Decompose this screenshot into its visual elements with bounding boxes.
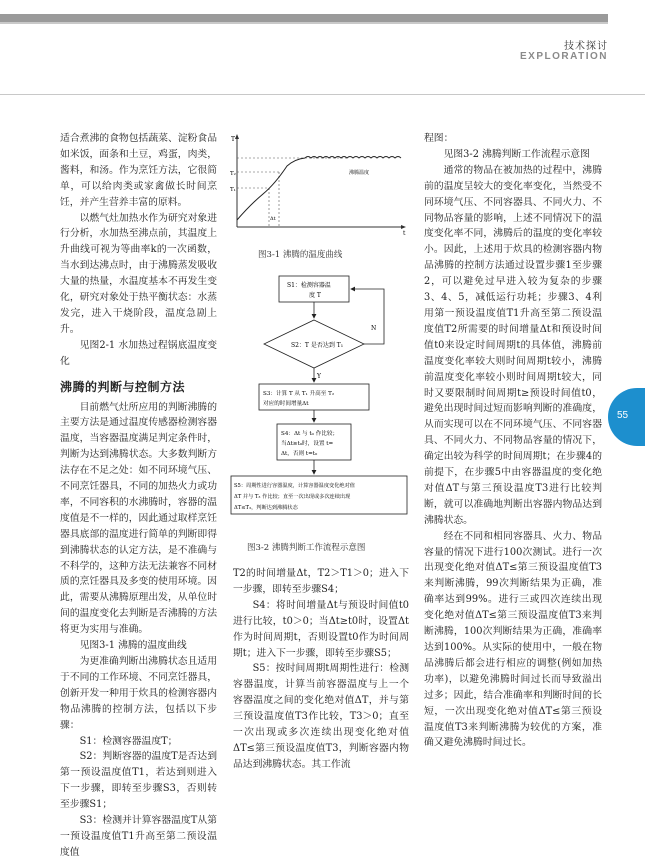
temperature-curve-chart xyxy=(229,132,409,237)
x-axis-label: t xyxy=(403,230,406,237)
step-s5-text-line3: ΔT≤T₃，判断达到沸腾状态 xyxy=(234,505,298,511)
step-item: S3：检测并计算容器温度T从第一预设温度值T1升高至第二预设温度值 xyxy=(60,815,217,858)
paragraph: 以燃气灶加热水作为研究对象进行分析，水加热至沸点前，其温度上升曲线可视为等曲率k的一次函数，当水到达沸点时，由于沸腾蒸发吸收大量的热量，水温度基本不再发生变化，研究对象处于热平衡状态：水蒸发完，进入干烧阶段，温度急剧上升。 xyxy=(60,212,217,335)
step-item: S5：按时间周期t周期性进行：检测容器温度，计算当前容器温度与上一个容器温度之间的变化绝对值ΔT，并与第三预设温度值T3作比较，T3＞0；直至一次出现或多次连续出现变化绝对值ΔT≤第三预设温度值T3，判断容器内物品达到沸腾状态。其工作流 xyxy=(233,663,409,770)
header-bar xyxy=(0,14,608,22)
paragraph: 经在不同和相同容器具、火力、物品容量的情况下进行100次测试。进行一次出现变化绝对值ΔT≤第三预设温度值T3来判断沸腾，99次判断结果为正确，准确率达到99%。进行三或四次连续出现变化绝对值ΔT≤第三预设温度值T3来判断沸腾，100次判断结果为正确，准确率达到100%。从实际的使用中，一般在物品沸腾后都会进行相应的调整(例如加热功率)，以避免沸腾时间过长而导致溢出过多；因此，结合准确率和判断时间的长短，一次出现变化绝对值ΔT≤第三预设温度值T3来判断沸腾为较优的方案，准确又避免沸腾时间过长。 xyxy=(424,530,602,749)
figure-3-1 xyxy=(229,132,409,241)
figure-3-2 xyxy=(229,270,411,534)
paragraph: 为更准确判断出沸腾状态且适用于不同的工作环境、不同烹饪器具，创新开发一种用于炊具的检测容器内物品沸腾的控制方法，包括以下步骤： xyxy=(60,656,217,731)
column-middle xyxy=(233,566,409,773)
flowchart xyxy=(229,270,411,530)
section-heading: 沸腾的判断与控制方法 xyxy=(60,379,186,394)
step-s5-text-line1: S5：周期性进行容器温度，计算容器温度变化绝对值 xyxy=(234,483,355,489)
delta-t-label: Δt xyxy=(270,216,276,222)
step-s4-text-line2: 当Δt≥t₀时，设置 t= xyxy=(281,441,334,447)
boiling-curve xyxy=(305,157,401,159)
t2-label: T₂ xyxy=(230,171,236,177)
y-axis-arrow xyxy=(235,134,239,139)
step-item: S2：判断容器的温度T是否达到第一预设温度值T1，若达到则进入下一步骤，即转至步骤S3，否则转至步骤S1； xyxy=(60,751,217,811)
step-s3-text-line2: 对应的时间增量Δt xyxy=(263,401,309,407)
step-s4-text-line1: S4：Δt 与 t₀ 作比较； xyxy=(281,431,339,437)
step-s1-text-line1: S1：检测容器温 xyxy=(287,282,331,289)
no-label: N xyxy=(371,325,377,332)
column-left xyxy=(60,131,217,861)
no-loop-arrow xyxy=(351,289,384,344)
boiling-temp-label: 沸腾温度 xyxy=(349,170,370,176)
step-s3-text-line1: S3：计算 T 从 T₁ 升高至 T₂ xyxy=(263,391,335,397)
section-title-cn: 技术探讨 xyxy=(564,41,608,52)
t1-label: T₁ xyxy=(230,187,236,193)
y-axis-label: T xyxy=(231,136,236,143)
figure-reference: 见图3-2 沸腾判断工作流程示意图 xyxy=(443,148,590,160)
step-s2-text: S2：T 是否达到 T₁ xyxy=(291,342,344,349)
step-item: S1：检测容器温度T； xyxy=(79,735,178,747)
column-right xyxy=(424,131,602,751)
figure-reference: 见图2-1 水加热过程锅底温度变化 xyxy=(60,339,217,367)
step-s5-text-line2: ΔT 并与 T₃ 作比较；直至一次出现或多次连续出现 xyxy=(234,494,351,500)
section-title-en: EXPLORATION xyxy=(520,51,608,62)
figure-reference: 见图3-1 沸腾的温度曲线 xyxy=(79,640,187,652)
yes-label: Y xyxy=(317,373,321,380)
paragraph: 通常的物品在被加热的过程中，沸腾前的温度呈较大的变化率变化，当然受不同环境气压、不同容器具、不同火力、不同物品容量的影响，上述不同情况下的温度变化率不同，沸腾后的温度的变化率较小。因此，上述用于炊具的检测容器内物品沸腾的控制方法通过设置步骤1至步骤2，可以避免过早进入较为复杂的步骤3、4、5，减低运行功耗；步骤3、4利用第一预设温度值T1升高至第二预设温度值T2所需要的时间增量Δt和预设时间值t0来设定时间周期t的具体值，沸腾前温度变化率较大则时间周期t较小，沸腾前温度变化率较小则时间周期t较大，同时又要限制时间周期t≥预设时间值t0，避免出现时间过短而影响判断的准确度，从而实现可以在不同环境气压、不同容器具、不同火力、不同物品容量的情况下，确定出较为科学的时间周期t；在步骤4的前提下，在步骤5中由容器温度的变化绝对值ΔT与第三预设温度T3进行比较判断，就可以准确地判断出容器内物品达到沸腾状态。 xyxy=(424,164,602,526)
figure-caption: 图3-2 沸腾判断工作流程示意图 xyxy=(247,543,366,553)
step-s4-text-line3: Δt，否则 t=t₀ xyxy=(281,451,318,457)
step-item: S4：将时间增量Δt与预设时间值t0进行比较，t0＞0；当Δt≥t0时，设置Δt作为时间周期t，否则设置t0作为时间周期t；进入下一步骤，即转至步骤S5； xyxy=(233,599,409,659)
paragraph: 适合煮沸的食物包括蔬菜、淀粉食品如米饭，面条和土豆，鸡蛋，肉类，酱料，和汤。作为烹饪方法，它很简单，可以给肉类或家禽做长时间烹饪，并产生营养丰富的原料。 xyxy=(60,133,217,208)
paragraph: 目前燃气灶所应用的判断沸腾的主要方法是通过温度传感器检测容器温度，当容器温度满足判定条件时，判断为达到沸腾状态。大多数判断方法存在不足之处：如不同环境气压、不同烹饪器具，不同的加热火力或功率，不同容积的水沸腾时，容器的温度值是不一样的，因此通过取样烹饪器具底部的温度进行简单的判断即得到沸腾状态的认定方法，是不准确与不科学的，这种方法无法兼容不同材质的烹饪器具及多变的使用环境。因此，需要从沸腾原理出发，从单位时间的温度变化去判断是否沸腾的方法将更为实用与准确。 xyxy=(60,401,217,636)
paragraph: T2的时间增量Δt，T2＞T1＞0；进入下一步骤，即转至步骤S4； xyxy=(233,568,409,595)
paragraph: 程图： xyxy=(424,133,454,144)
step-s1-text-line2: 度 T xyxy=(309,292,321,299)
header-bar-shadow xyxy=(0,22,608,24)
page-number: 55 xyxy=(617,410,629,421)
x-axis-arrow xyxy=(401,225,406,229)
header-divider xyxy=(0,94,645,95)
figure-caption: 图3-1 沸腾的温度曲线 xyxy=(258,250,343,260)
heating-curve xyxy=(237,158,305,220)
